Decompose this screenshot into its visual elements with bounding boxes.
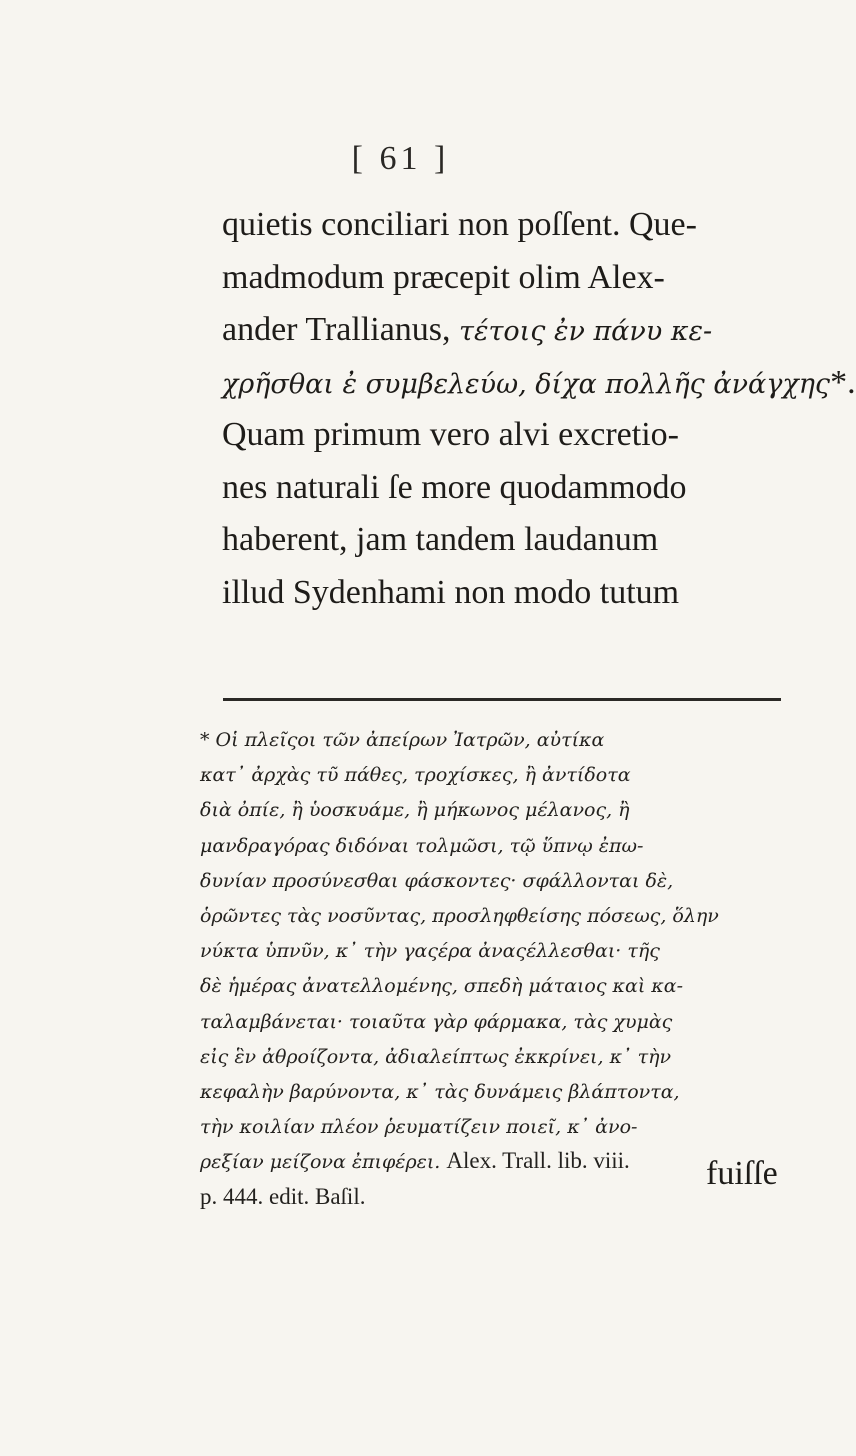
footnote-line — [200, 863, 790, 898]
latin-text: madmodum præcepit olim Alex- — [222, 258, 665, 296]
greek-text: χρῆσθαι ἐ συμβελεύω, δίχα πολλῆς ἀνάγχης — [222, 368, 831, 400]
footnote-line — [200, 1180, 790, 1215]
latin-text: Alex. Trall. lib. viii. — [446, 1148, 630, 1174]
greek-text: τὴν κοιλίαν πλέον ῥευματίζειν ποιεῖ, κ᾽ ἀνο- — [200, 1116, 638, 1139]
latin-text: ander Trallianus, — [222, 311, 460, 348]
greek-text: κεφαλὴν βαρύνοντα, κ᾽ τὰς δυνάμεις βλάπτοντα, — [200, 1081, 680, 1104]
footnote-line — [200, 828, 790, 863]
latin-text: p. 444. edit. Baſil. — [200, 1183, 366, 1209]
footnote-marker: *. — [830, 363, 856, 401]
main-line — [222, 305, 782, 358]
footnote-line — [200, 1074, 790, 1109]
greek-text: δὲ ἡμέρας ἀνατελλομένης, σπεδὴ μάταιος καὶ κα- — [200, 975, 684, 998]
latin-text: haberent, jam tandem laudanum — [222, 521, 659, 558]
greek-text: εἰς ἓν ἀθροίζοντα, ἀδιαλείπτως ἐκκρίνει, κ᾽ τὴν — [200, 1045, 672, 1068]
footnote-line — [200, 968, 790, 1003]
main-line — [222, 515, 782, 568]
footnote-line — [200, 792, 790, 827]
main-line — [222, 200, 782, 253]
footnote-block — [200, 722, 790, 1215]
greek-text: μανδραγόρας διδόναι τολμῶσι, τῷ ὕπνῳ ἐπω- — [200, 834, 644, 857]
footnote-line — [200, 722, 790, 757]
latin-text: quietis conciliari non poſſent. Que- — [222, 206, 697, 243]
footnote-line — [200, 1109, 790, 1144]
footnote-rule — [223, 698, 781, 701]
greek-text: * Οἱ πλεῖςοι τῶν ἀπείρων Ἰατρῶν, αὐτίκα — [200, 729, 605, 751]
footnote-line — [200, 757, 790, 792]
greek-text: τέτοις ἐν πάνυ κε- — [459, 316, 713, 347]
latin-text: nes naturali ſe more quodammodo — [222, 468, 687, 506]
footnote-line — [200, 933, 790, 968]
footnote-line — [200, 898, 790, 933]
main-line — [222, 253, 782, 306]
greek-text: δυνίαν προσύνεσθαι φάσκοντες· σφάλλονται δὲ, — [200, 869, 674, 892]
main-line — [222, 568, 782, 621]
footnote-line — [200, 1004, 790, 1039]
main-text-block — [222, 200, 856, 620]
page-number: [ 61 ] — [351, 140, 450, 177]
latin-text: illud Sydenhami non modo tutum — [222, 573, 680, 611]
main-line — [222, 358, 856, 411]
main-line — [222, 410, 782, 463]
greek-text: ρεξίαν μείζονα ἐπιφέρει. — [200, 1151, 447, 1174]
main-line — [222, 463, 782, 516]
footnote-line — [200, 1039, 790, 1074]
catchword: fuiſſe — [706, 1155, 778, 1192]
footnote-line — [200, 1144, 790, 1179]
greek-text: διὰ ὀπίε, ἢ ὑοσκυάμε, ἢ μήκωνος μέλανος, ἢ — [200, 799, 630, 822]
greek-text: ταλαμβάνεται· τοιαῦτα γὰρ φάρμακα, τὰς χυμὰς — [200, 1010, 673, 1033]
greek-text: νύκτα ὑπνῦν, κ᾽ τὴν γαςέρα ἀναςέλλεσθαι· τῆς — [200, 940, 660, 963]
greek-text: κατ᾽ ἀρχὰς τῦ πάθες, τροχίσκες, ἢ ἀντίδοτα — [200, 764, 631, 787]
greek-text: ὁρῶντες τὰς νοσῦντας, προσληφθείσης πόσεως, ὅλην — [200, 905, 719, 928]
latin-text: Quam primum vero alvi excretio- — [222, 416, 679, 453]
